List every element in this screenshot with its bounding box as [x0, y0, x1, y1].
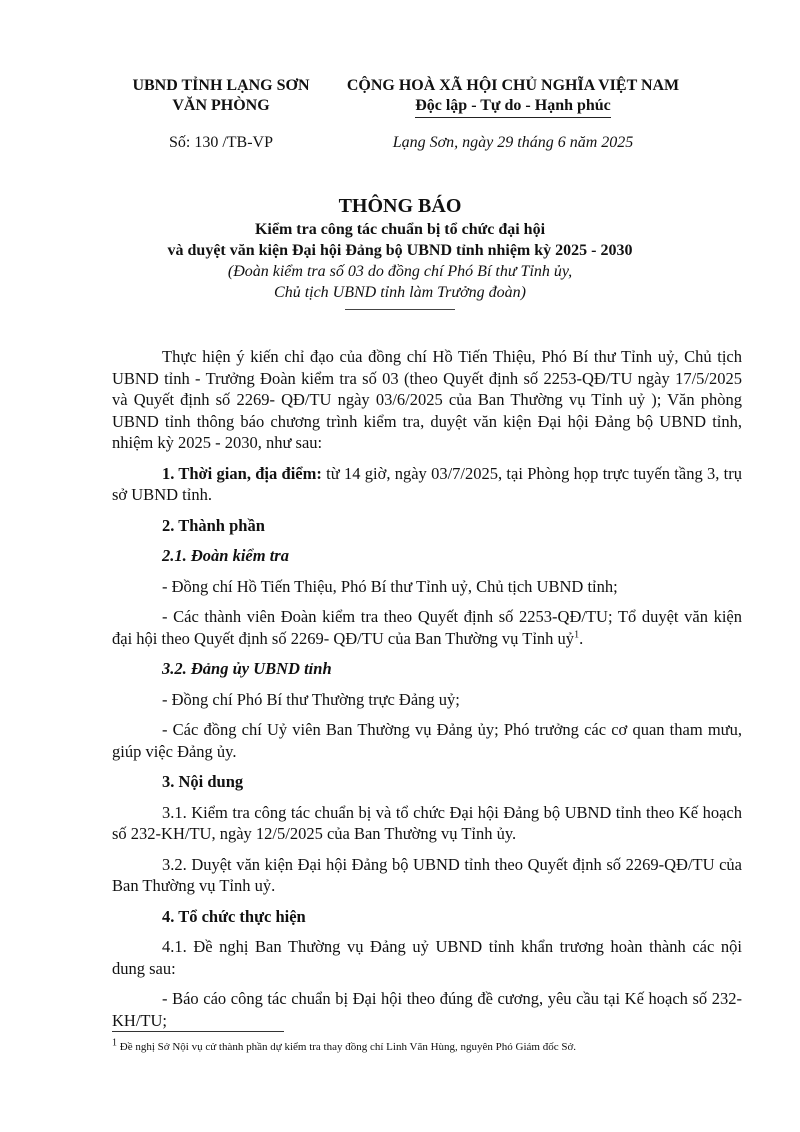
nation-motto: Độc lập - Tự do - Hạnh phúc [415, 96, 611, 118]
footnote-reference[interactable]: 1 [574, 629, 580, 640]
section-2-1-item-1: - Đồng chí Hồ Tiến Thiệu, Phó Bí thư Tỉnh uỷ, Chủ tịch UBND tỉnh; [162, 576, 618, 596]
section-3-2-heading: 3.2. Đảng ủy UBND tỉnh [162, 659, 332, 678]
nation-line-1: CỘNG HOÀ XÃ HỘI CHỦ NGHĨA VIỆT NAM [346, 77, 680, 94]
subtitle-line-2: và duyệt văn kiện Đại hội Đảng bộ UBND tỉnh nhiệm kỳ 2025 - 2030 [167, 242, 633, 259]
section-3-item-1: 3.1. Kiểm tra công tác chuẩn bị và tổ chức Đại hội Đảng bộ UBND tỉnh theo Kế hoạch số 232-KH/TU, ngày 12/5/2025 của Ban Thường vụ Tỉnh ủy. [112, 802, 742, 843]
place-date: Lạng Sơn, ngày 29 tháng 6 năm 2025 [392, 134, 634, 151]
agency-line-1: UBND TỈNH LẠNG SƠN [132, 77, 310, 94]
document-number: Số: 130 /TB-VP [168, 134, 273, 151]
footnote-divider [112, 1031, 284, 1032]
agency-line-2: VĂN PHÒNG [172, 97, 270, 114]
section-2-1-heading: 2.1. Đoàn kiểm tra [162, 546, 289, 565]
section-2-heading: 2. Thành phần [162, 515, 265, 535]
title-note-1: (Đoàn kiểm tra số 03 do đồng chí Phó Bí thư Tỉnh ủy, [227, 263, 573, 280]
section-1 [112, 463, 742, 506]
document-body [112, 346, 742, 1040]
title-divider [345, 309, 455, 310]
intro-paragraph: Thực hiện ý kiến chỉ đạo của đồng chí Hồ Tiến Thiệu, Phó Bí thư Tỉnh uỷ, Chủ tịch UBND tỉnh - Trưởng Đoàn kiểm tra số 03 (theo Quyết định số 2253-QĐ/TU ngày 17/5/2025 và Quyết định số 2269- QĐ/TU ngày 03/6/2025 của Ban Thường vụ Tỉnh uỷ ); Văn phòng UBND tỉnh thông báo chương trình kiểm tra, duyệt văn kiện Đại hội Đảng bộ UBND tỉnh, nhiệm kỳ 2025 - 2030, như sau: [112, 347, 742, 452]
subtitle-line-1: Kiểm tra công tác chuẩn bị tổ chức đại hội [254, 221, 546, 238]
section-4-heading: 4. Tổ chức thực hiện [162, 906, 306, 926]
section-1-text: từ 14 giờ, ngày 03/7/2025, tại Phòng họp trực tuyến tầng 3, trụ sở UBND tỉnh. [112, 463, 742, 504]
document-title: THÔNG BÁO [338, 195, 462, 217]
title-block [112, 193, 688, 310]
section-3-heading: 3. Nội dung [162, 772, 244, 791]
section-3-item-2: 3.2. Duyệt văn kiện Đại hội Đảng bộ UBND tỉnh theo Quyết định số 2269-QĐ/TU của Ban Thường vụ Tỉnh uỷ. [112, 854, 742, 895]
section-3-2-item-2: - Các đồng chí Uỷ viên Ban Thường vụ Đảng ủy; Phó trưởng các cơ quan tham mưu, giúp việc Đảng ủy. [112, 720, 742, 761]
footnote [112, 1037, 742, 1054]
footnote-text: Đề nghị Sở Nội vụ cử thành phần dự kiểm tra thay đồng chí Linh Văn Hùng, nguyên Phó Giám đốc Sở. [117, 1041, 577, 1053]
issuing-agency [112, 76, 330, 116]
title-note-2: Chủ tịch UBND tỉnh làm Trưởng đoàn) [274, 284, 526, 301]
national-title [330, 76, 696, 118]
section-3-2-item-1: - Đồng chí Phó Bí thư Thường trực Đảng uỷ; [162, 689, 460, 709]
section-1-label: 1. Thời gian, địa điểm: [162, 463, 322, 483]
section-4-item-2: - Báo cáo công tác chuẩn bị Đại hội theo đúng đề cương, yêu cầu tại Kế hoạch số 232-KH/TU; [112, 989, 742, 1030]
section-2-1-item-2: - Các thành viên Đoàn kiểm tra theo Quyết định số 2253-QĐ/TU; Tổ duyệt văn kiện đại hội theo Quyết định số 2269- QĐ/TU của Ban Thường vụ Tỉnh uỷ$^1$. [112, 607, 742, 648]
footnote-number: 1 [112, 1037, 117, 1049]
section-4-item-1: 4.1. Đề nghị Ban Thường vụ Đảng uỷ UBND tỉnh khẩn trương hoàn thành các nội dung sau: [112, 937, 742, 978]
